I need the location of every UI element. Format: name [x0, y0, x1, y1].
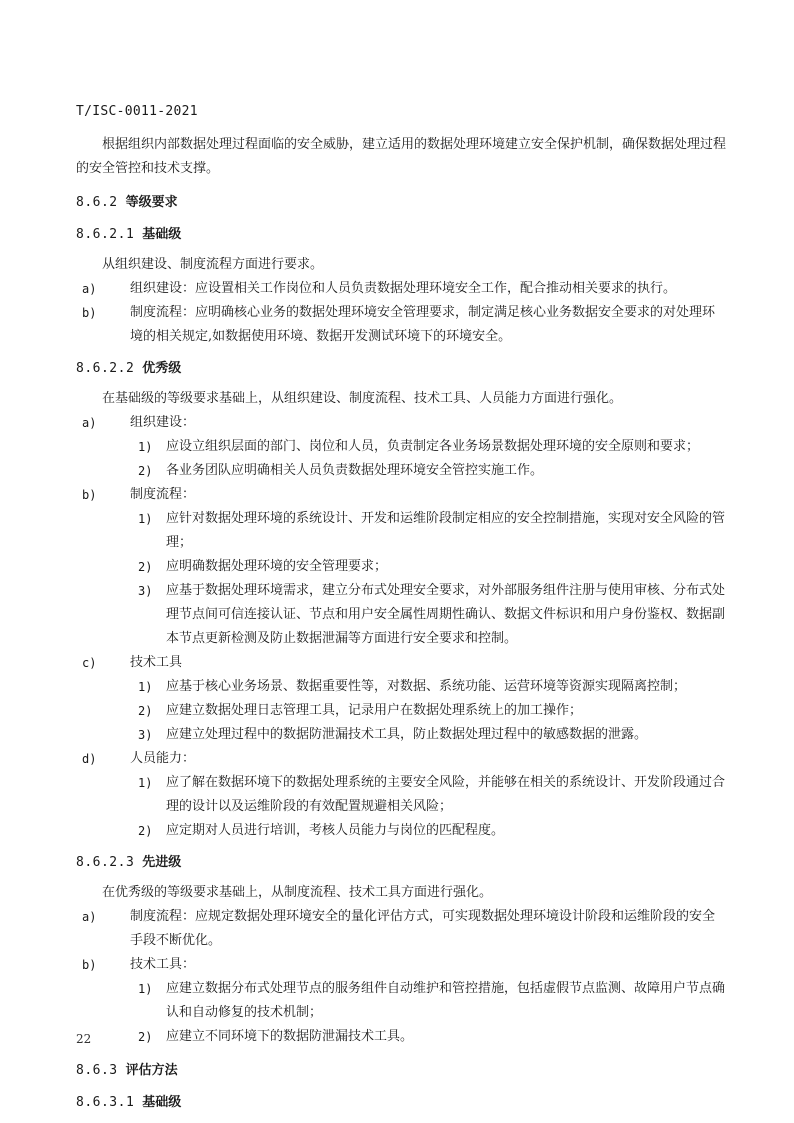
list-item [76, 411, 726, 435]
sub-list-text: 应定期对人员进行培训，考核人员能力与岗位的匹配程度。 [166, 823, 505, 838]
list-label: c) [82, 656, 97, 670]
list-text: 制度流程：应明确核心业务的数据处理环境安全管理要求，制定满足核心业务数据安全要求的对处理环境的相关规定,如数据使用环境、数据开发测试环境下的环境安全。 [130, 305, 716, 344]
list-item [76, 747, 726, 771]
list-label: a) [82, 282, 97, 296]
sub-list-item [76, 723, 726, 747]
list-item [76, 301, 726, 349]
section-intro: 在基础级的等级要求基础上，从组织建设、制度流程、技术工具、人员能力方面进行强化。 [102, 391, 623, 406]
section-heading-8-6-2-1 [76, 223, 726, 247]
sub-list-text: 应建立数据处理日志管理工具，记录用户在数据处理系统上的加工操作； [166, 703, 583, 718]
sub-list-text: 应针对数据处理环境的系统设计、开发和运维阶段制定相应的安全控制措施，实现对安全风险的管理； [166, 511, 726, 550]
list-item [76, 277, 726, 301]
list-label: a) [82, 416, 97, 430]
section-number: 8.6.2 [76, 195, 118, 210]
section-heading-8-6-3 [76, 1059, 726, 1083]
intro-paragraph: 根据组织内部数据处理过程面临的安全威胁，建立适用的数据处理环境建立安全保护机制，确保数据处理过程的安全管控和技术支撑。 [76, 137, 727, 176]
sub-list-label: 1) [138, 680, 153, 694]
page-number: 22 [76, 1032, 92, 1046]
list-text: 技术工具： [130, 957, 196, 972]
section-title: 评估方法 [125, 1063, 178, 1078]
sub-list-item [76, 459, 726, 483]
sub-list-text: 各业务团队应明确相关人员负责数据处理环境安全管控实施工作。 [166, 463, 544, 478]
sub-list-label: 2) [138, 560, 153, 574]
list-item [76, 953, 726, 977]
sub-list-label: 2) [138, 704, 153, 718]
list-item [76, 651, 726, 675]
sub-list-label: 1) [138, 512, 153, 526]
sub-list-text: 应建立数据分布式处理节点的服务组件自动维护和管控措施，包括虚假节点监测、故障用户节点确认和自动修复的技术机制； [166, 981, 726, 1020]
section-number: 8.6.3 [76, 1063, 118, 1078]
document-body [76, 133, 726, 1121]
section-heading-8-6-2 [76, 191, 726, 215]
sub-list-text: 应基于核心业务场景、数据重要性等，对数据、系统功能、运营环境等资源实现隔离控制； [166, 679, 687, 694]
list-text: 制度流程：应规定数据处理环境安全的量化评估方式，可实现数据处理环境设计阶段和运维阶段的安全手段不断优化。 [130, 909, 716, 948]
section-title: 优秀级 [142, 361, 182, 376]
sub-list-item [76, 507, 726, 555]
sub-list-label: 2) [138, 824, 153, 838]
sub-list-label: 3) [138, 728, 153, 742]
list-text: 制度流程： [130, 487, 196, 502]
section-heading-8-6-2-2 [76, 357, 726, 381]
sub-list-item [76, 579, 726, 651]
section-number: 8.6.2.1 [76, 227, 135, 242]
section-title: 基础级 [142, 1095, 182, 1110]
sub-list-text: 应了解在数据环境下的数据处理系统的主要安全风险，并能够在相关的系统设计、开发阶段通过合理的设计以及运维阶段的有效配置规避相关风险； [166, 775, 726, 814]
sub-list-text: 应建立不同环境下的数据防泄漏技术工具。 [166, 1029, 414, 1044]
sub-list-label: 2) [138, 1030, 153, 1044]
sub-list-item [76, 699, 726, 723]
list-label: a) [82, 910, 97, 924]
section-intro: 从组织建设、制度流程方面进行要求。 [102, 257, 324, 272]
sub-list-label: 3) [138, 584, 153, 598]
sub-list-label: 1) [138, 440, 153, 454]
section-number: 8.6.2.2 [76, 361, 135, 376]
section-number: 8.6.2.3 [76, 855, 135, 870]
list-text: 技术工具 [130, 655, 183, 670]
list-item [76, 905, 726, 953]
sub-list-text: 应明确数据处理环境的安全管理要求； [166, 559, 388, 574]
section-intro: 在优秀级的等级要求基础上，从制度流程、技术工具方面进行强化。 [102, 885, 493, 900]
sub-list-label: 2) [138, 464, 153, 478]
document-code: T/ISC-0011-2021 [76, 104, 198, 119]
sub-list-label: 1) [138, 776, 153, 790]
section-heading-8-6-2-3 [76, 851, 726, 875]
sub-list-text: 应设立组织层面的部门、岗位和人员，负责制定各业务场景数据处理环境的安全原则和要求； [166, 439, 700, 454]
sub-list-item [76, 819, 726, 843]
list-text: 组织建设： [130, 415, 196, 430]
list-text: 人员能力： [130, 751, 196, 766]
list-text: 组织建设：应设置相关工作岗位和人员负责数据处理环境安全工作，配合推动相关要求的执行。 [130, 281, 677, 296]
sub-list-text: 应建立处理过程中的数据防泄漏技术工具，防止数据处理过程中的敏感数据的泄露。 [166, 727, 648, 742]
sub-list-item [76, 675, 726, 699]
section-title: 先进级 [142, 855, 182, 870]
section-title: 等级要求 [125, 195, 178, 210]
sub-list-item [76, 771, 726, 819]
sub-list-item [76, 435, 726, 459]
section-number: 8.6.3.1 [76, 1095, 135, 1110]
list-label: b) [82, 958, 97, 972]
sub-list-item [76, 555, 726, 579]
sub-list-item [76, 977, 726, 1025]
list-label: d) [82, 752, 97, 766]
list-item [76, 483, 726, 507]
section-title: 基础级 [142, 227, 182, 242]
list-label: b) [82, 488, 97, 502]
list-label: b) [82, 306, 97, 320]
sub-list-text: 应基于数据处理环境需求，建立分布式处理安全要求，对外部服务组件注册与使用审核、分布式处理节点间可信连接认证、节点和用户安全属性周期性确认、数据文件标识和用户身份鉴权、数据副本节点更新检测及防止数据泄漏等方面进行安全要求和控制。 [166, 583, 726, 646]
sub-list-item [76, 1025, 726, 1049]
section-heading-8-6-3-1 [76, 1091, 726, 1115]
sub-list-label: 1) [138, 982, 153, 996]
